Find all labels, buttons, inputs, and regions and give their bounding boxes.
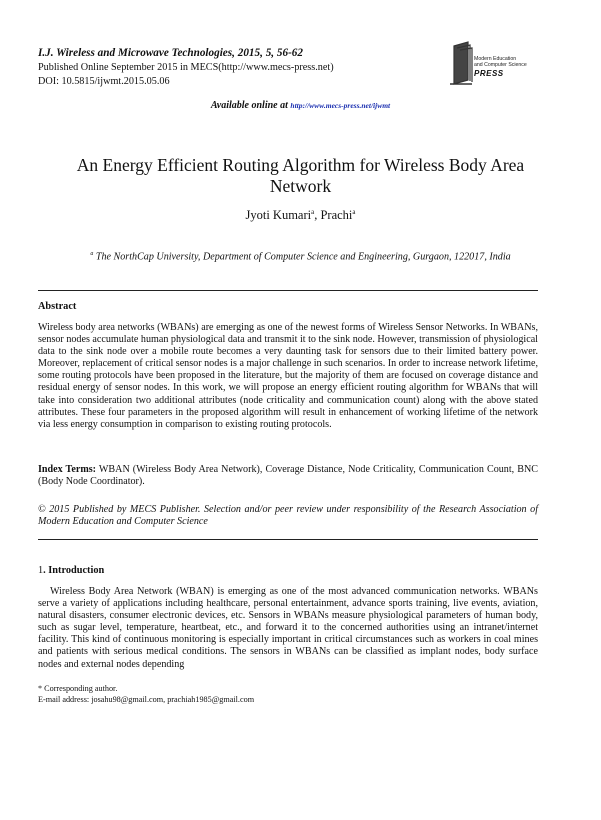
journal-citation: I.J. Wireless and Microwave Technologies, 2015, 5, 56-62 [38, 47, 303, 59]
copyright-notice: © 2015 Published by MECS Publisher. Selection and/or peer review under responsibility of the Research Association of Modern Education and Computer Science [38, 504, 538, 528]
index-terms-label: Index Terms: [38, 464, 97, 475]
index-terms [38, 464, 538, 488]
authors [0, 208, 601, 223]
divider-top [38, 290, 538, 291]
doi: DOI: 10.5815/ijwmt.2015.05.06 [38, 76, 170, 87]
author-1-affil: a [311, 208, 315, 216]
paper-title [60, 155, 541, 197]
title-line-2: Network [269, 176, 332, 196]
intro-number: 1 [38, 565, 44, 576]
intro-text: Wireless Body Area Network (WBAN) is emerging as one of the most advanced communication networks. WBANs serve a variety of applications including healthcare, personal entertainment, advance sports training, live events, aviation, natural disasters, consumer electronic devices, etc. Sensors in WBANs measure physiological parameters of human body, such as sugar level, temperature, heartbeat, etc., and forward it to the concerned authorities using an intranet/internet facility. This kind of continuous monitoring is especially important in critical circumstances such as workers in coal mines and patients with serious medical conditions. The sensors in WBANs can be classified as implant nodes, body surface nodes and external nodes depending [38, 586, 538, 670]
affiliation-text: The NorthCap University, Department of Computer Science and Engineering, Gurgaon, 122017, India [95, 251, 511, 263]
index-terms-text: WBAN (Wireless Body Area Network), Coverage Distance, Node Criticality, Communication Count, BNC (Body Node Coordinator). [38, 464, 538, 488]
logo-press: PRESS [474, 69, 504, 78]
available-label: Available online at [210, 100, 288, 111]
abstract-text: Wireless body area networks (WBANs) are emerging as one of the newest forms of Wireless Sensor Networks. In WBANs, sensor nodes accumulate human physiological data and transmit it to the sink node. However, transmission of physiological data to the sink node over a mobile route becomes a very daunting task for sensors due to their limited battery power. Moreover, replacement of critical sensor nodes is a major challenge in such scenarios. In order to increase network lifetime, some routing protocols have been proposed in the literature, but the majority of them are focused on coverage distance and residual energy of sensor nodes. In this work, we will propose an energy efficient routing algorithm for WBANs that will take into consideration two additional attributes (node criticality and communication count) along with the above stated attributes. These four parameters in the proposed algorithm will result in enhancement of working lifetime of the network via less energy consumption in comparison to existing routing protocols. [38, 322, 538, 430]
abstract-heading: Abstract [38, 301, 77, 312]
journal-header [38, 46, 334, 89]
logo-line-2: and Computer Science [474, 62, 527, 68]
author-1: Jyoti Kumari [245, 208, 312, 223]
corresponding-author: * Corresponding author. [38, 684, 118, 693]
intro-title: . Introduction [43, 565, 105, 576]
title-line-1: An Energy Efficient Routing Algorithm for Wireless Body Area [76, 155, 525, 175]
logo-line-1: Modern Education [474, 56, 517, 62]
author-2-affil: a [352, 208, 356, 216]
available-online [0, 100, 601, 111]
affiliation [0, 251, 601, 262]
published-online: Published Online September 2015 in MECS(http://www.mecs-press.net) [38, 62, 334, 73]
logo-wordmark [474, 56, 554, 68]
footnote [38, 683, 254, 705]
email-address: E-mail address: josahu98@gmail.com, prachiah1985@gmail.com [38, 695, 255, 704]
affiliation-marker: a [90, 251, 94, 257]
divider-bottom [38, 539, 538, 540]
author-2: , Prachi [314, 208, 353, 223]
journal-url-link[interactable]: http://www.mecs-press.net/ijwmt [290, 101, 391, 110]
intro-heading [38, 565, 104, 576]
